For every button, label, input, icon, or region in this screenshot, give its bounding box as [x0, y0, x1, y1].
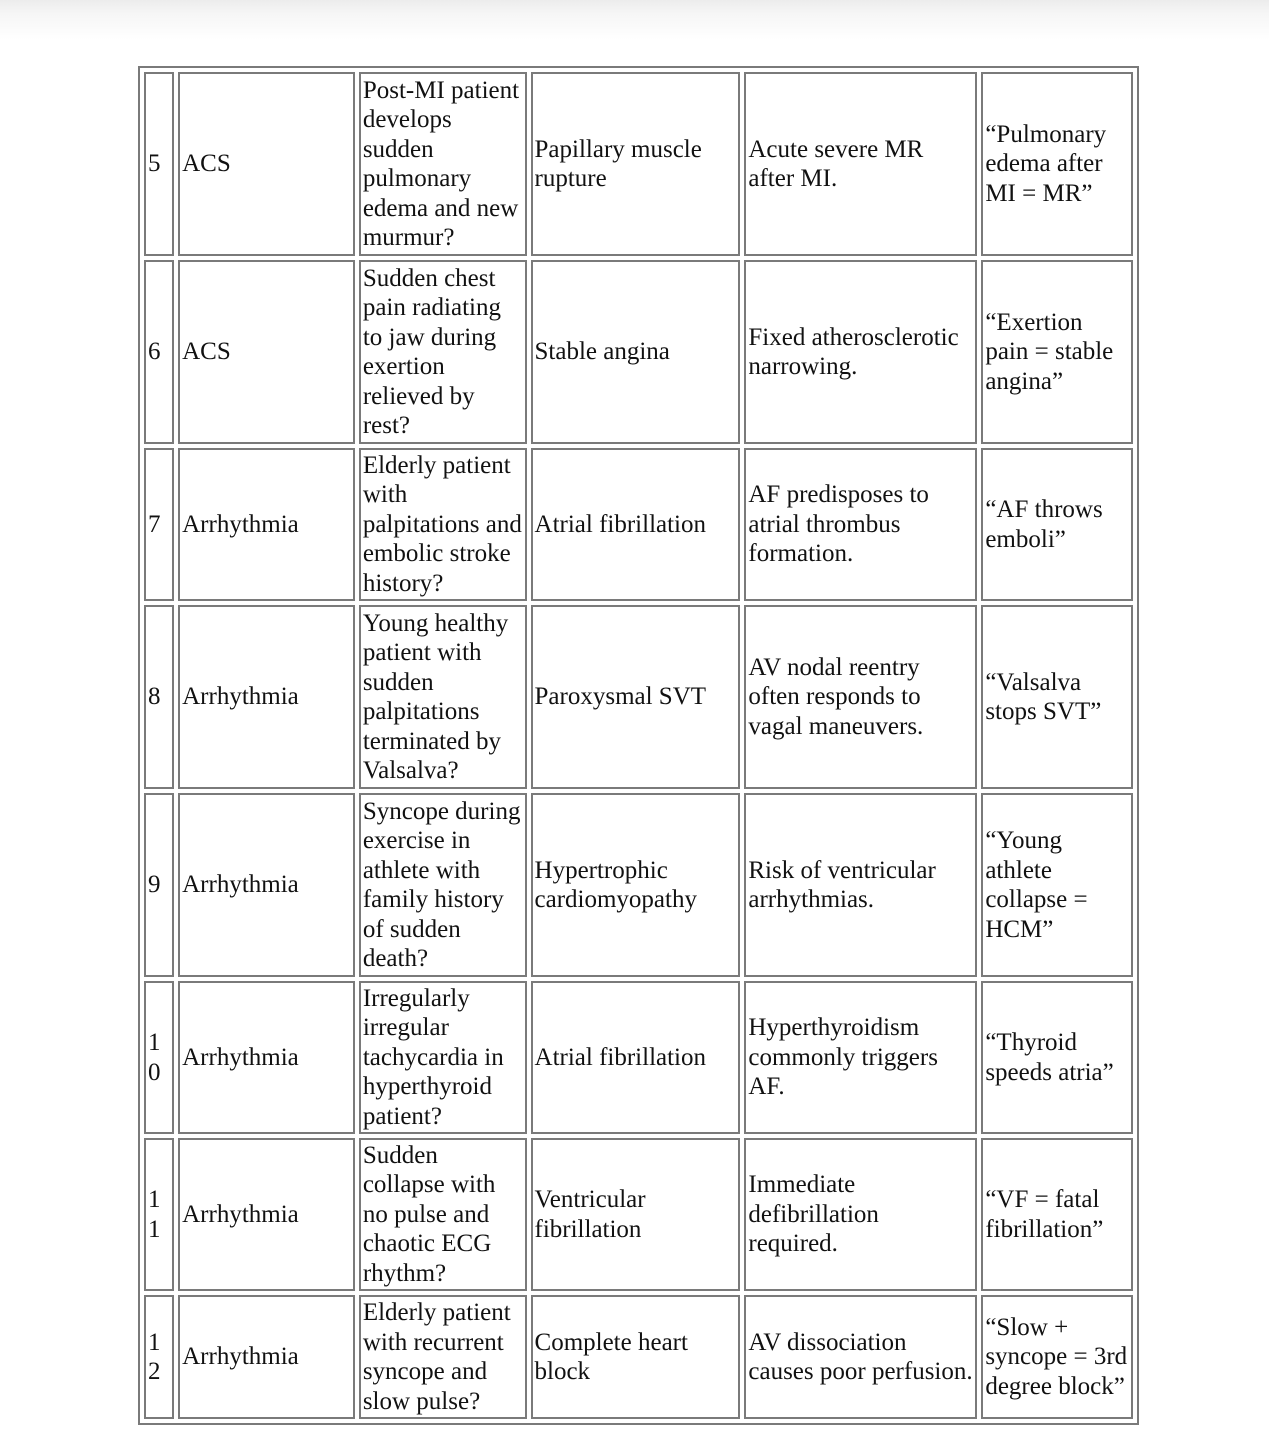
table-row: [144, 448, 1133, 601]
category-cell: Arrhythmia: [178, 448, 355, 601]
row-number-cell: 10: [144, 981, 174, 1134]
mnemonic-cell: “Valsalva stops SVT”: [981, 605, 1133, 789]
page-top-shadow: [0, 0, 1269, 40]
row-number-cell: 8: [144, 605, 174, 789]
mnemonic-cell: “AF throws emboli”: [981, 448, 1133, 601]
explanation-cell: AF predisposes to atrial thrombus formation.: [744, 448, 977, 601]
table-row: [144, 981, 1133, 1134]
category-cell: Arrhythmia: [178, 1138, 355, 1291]
mnemonic-cell: “VF = fatal fibrillation”: [981, 1138, 1133, 1291]
question-cell: Irregularly irregular tachycardia in hyperthyroid patient?: [359, 981, 527, 1134]
table-container: [138, 66, 1139, 1425]
explanation-cell: Fixed atherosclerotic narrowing.: [744, 260, 977, 444]
row-number-cell: 12: [144, 1295, 174, 1419]
question-cell: Syncope during exercise in athlete with family history of sudden death?: [359, 793, 527, 977]
category-cell: Arrhythmia: [178, 981, 355, 1134]
answer-cell: Atrial fibrillation: [531, 981, 741, 1134]
explanation-cell: Hyperthyroidism commonly triggers AF.: [744, 981, 977, 1134]
row-number-cell: 5: [144, 72, 174, 256]
explanation-cell: AV nodal reentry often responds to vagal maneuvers.: [744, 605, 977, 789]
category-cell: Arrhythmia: [178, 1295, 355, 1419]
table-row: [144, 793, 1133, 977]
answer-cell: Complete heart block: [531, 1295, 741, 1419]
row-number-cell: 6: [144, 260, 174, 444]
table-row: [144, 260, 1133, 444]
answer-cell: Atrial fibrillation: [531, 448, 741, 601]
table-row: [144, 1138, 1133, 1291]
mnemonic-cell: “Thyroid speeds atria”: [981, 981, 1133, 1134]
question-cell: Post-MI patient develops sudden pulmonary edema and new murmur?: [359, 72, 527, 256]
question-cell: Sudden chest pain radiating to jaw during exertion relieved by rest?: [359, 260, 527, 444]
table-row: [144, 72, 1133, 256]
category-cell: Arrhythmia: [178, 605, 355, 789]
table-row: [144, 1295, 1133, 1419]
question-cell: Sudden collapse with no pulse and chaotic ECG rhythm?: [359, 1138, 527, 1291]
category-cell: ACS: [178, 72, 355, 256]
row-number-cell: 7: [144, 448, 174, 601]
category-cell: ACS: [178, 260, 355, 444]
mnemonic-cell: “Slow + syncope = 3rd degree block”: [981, 1295, 1133, 1419]
answer-cell: Stable angina: [531, 260, 741, 444]
clinical-qa-table: [138, 66, 1139, 1425]
mnemonic-cell: “Young athlete collapse = HCM”: [981, 793, 1133, 977]
mnemonic-cell: “Pulmonary edema after MI = MR”: [981, 72, 1133, 256]
explanation-cell: Risk of ventricular arrhythmias.: [744, 793, 977, 977]
row-number-cell: 11: [144, 1138, 174, 1291]
answer-cell: Hypertrophic cardiomyopathy: [531, 793, 741, 977]
row-number-cell: 9: [144, 793, 174, 977]
mnemonic-cell: “Exertion pain = stable angina”: [981, 260, 1133, 444]
explanation-cell: Acute severe MR after MI.: [744, 72, 977, 256]
answer-cell: Ventricular fibrillation: [531, 1138, 741, 1291]
answer-cell: Papillary muscle rupture: [531, 72, 741, 256]
question-cell: Young healthy patient with sudden palpitations terminated by Valsalva?: [359, 605, 527, 789]
answer-cell: Paroxysmal SVT: [531, 605, 741, 789]
explanation-cell: AV dissociation causes poor perfusion.: [744, 1295, 977, 1419]
explanation-cell: Immediate defibrillation required.: [744, 1138, 977, 1291]
question-cell: Elderly patient with palpitations and embolic stroke history?: [359, 448, 527, 601]
table-row: [144, 605, 1133, 789]
question-cell: Elderly patient with recurrent syncope and slow pulse?: [359, 1295, 527, 1419]
category-cell: Arrhythmia: [178, 793, 355, 977]
